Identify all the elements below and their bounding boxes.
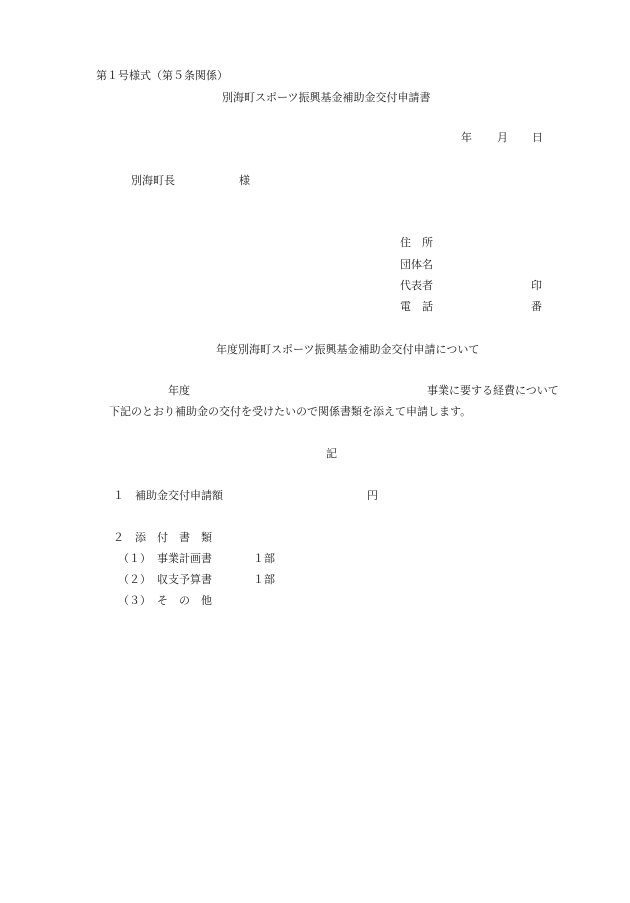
- attachment-count: １部: [253, 552, 275, 565]
- applicant-address-label: 住 所: [400, 236, 433, 249]
- item2-label: ２ 添 付 書 類: [113, 531, 212, 544]
- body-fiscal-year: 年度: [168, 384, 190, 397]
- attachment-name: 収支予算書: [157, 573, 212, 586]
- body-request-line: 下記のとおり補助金の交付を受けたいので関係書類を添えて申請します。: [109, 405, 472, 418]
- item1-label: １ 補助金交付申請額: [113, 489, 223, 502]
- date-day: 日: [532, 131, 543, 144]
- ki-heading: 記: [326, 447, 337, 460]
- attachment-name: 事業計画書: [157, 552, 212, 565]
- addressee-name: 別海町長: [131, 174, 175, 187]
- document-title: 別海町スポーツ振興基金補助金交付申請書: [222, 91, 431, 104]
- attachment-count: １部: [253, 573, 275, 586]
- item1-unit: 円: [367, 489, 378, 502]
- applicant-seal: 印: [531, 279, 542, 292]
- subject-line: 年度別海町スポーツ振興基金補助金交付申請について: [216, 343, 480, 356]
- attachment-number: （１）: [118, 552, 151, 565]
- attachment-name: そ の 他: [157, 594, 212, 607]
- applicant-phone-suffix: 番: [531, 300, 542, 313]
- attachment-number: （３）: [118, 594, 151, 607]
- applicant-org-label: 団体名: [400, 258, 433, 271]
- addressee-honorific: 様: [239, 174, 250, 187]
- date-month: 月: [497, 131, 508, 144]
- applicant-phone-label: 電 話: [400, 300, 433, 313]
- date-year: 年: [461, 131, 472, 144]
- form-number: 第１号様式（第５条関係）: [96, 69, 228, 82]
- applicant-rep-label: 代表者: [400, 279, 433, 292]
- attachment-number: （２）: [118, 573, 151, 586]
- body-project-text: 事業に要する経費について: [427, 384, 559, 397]
